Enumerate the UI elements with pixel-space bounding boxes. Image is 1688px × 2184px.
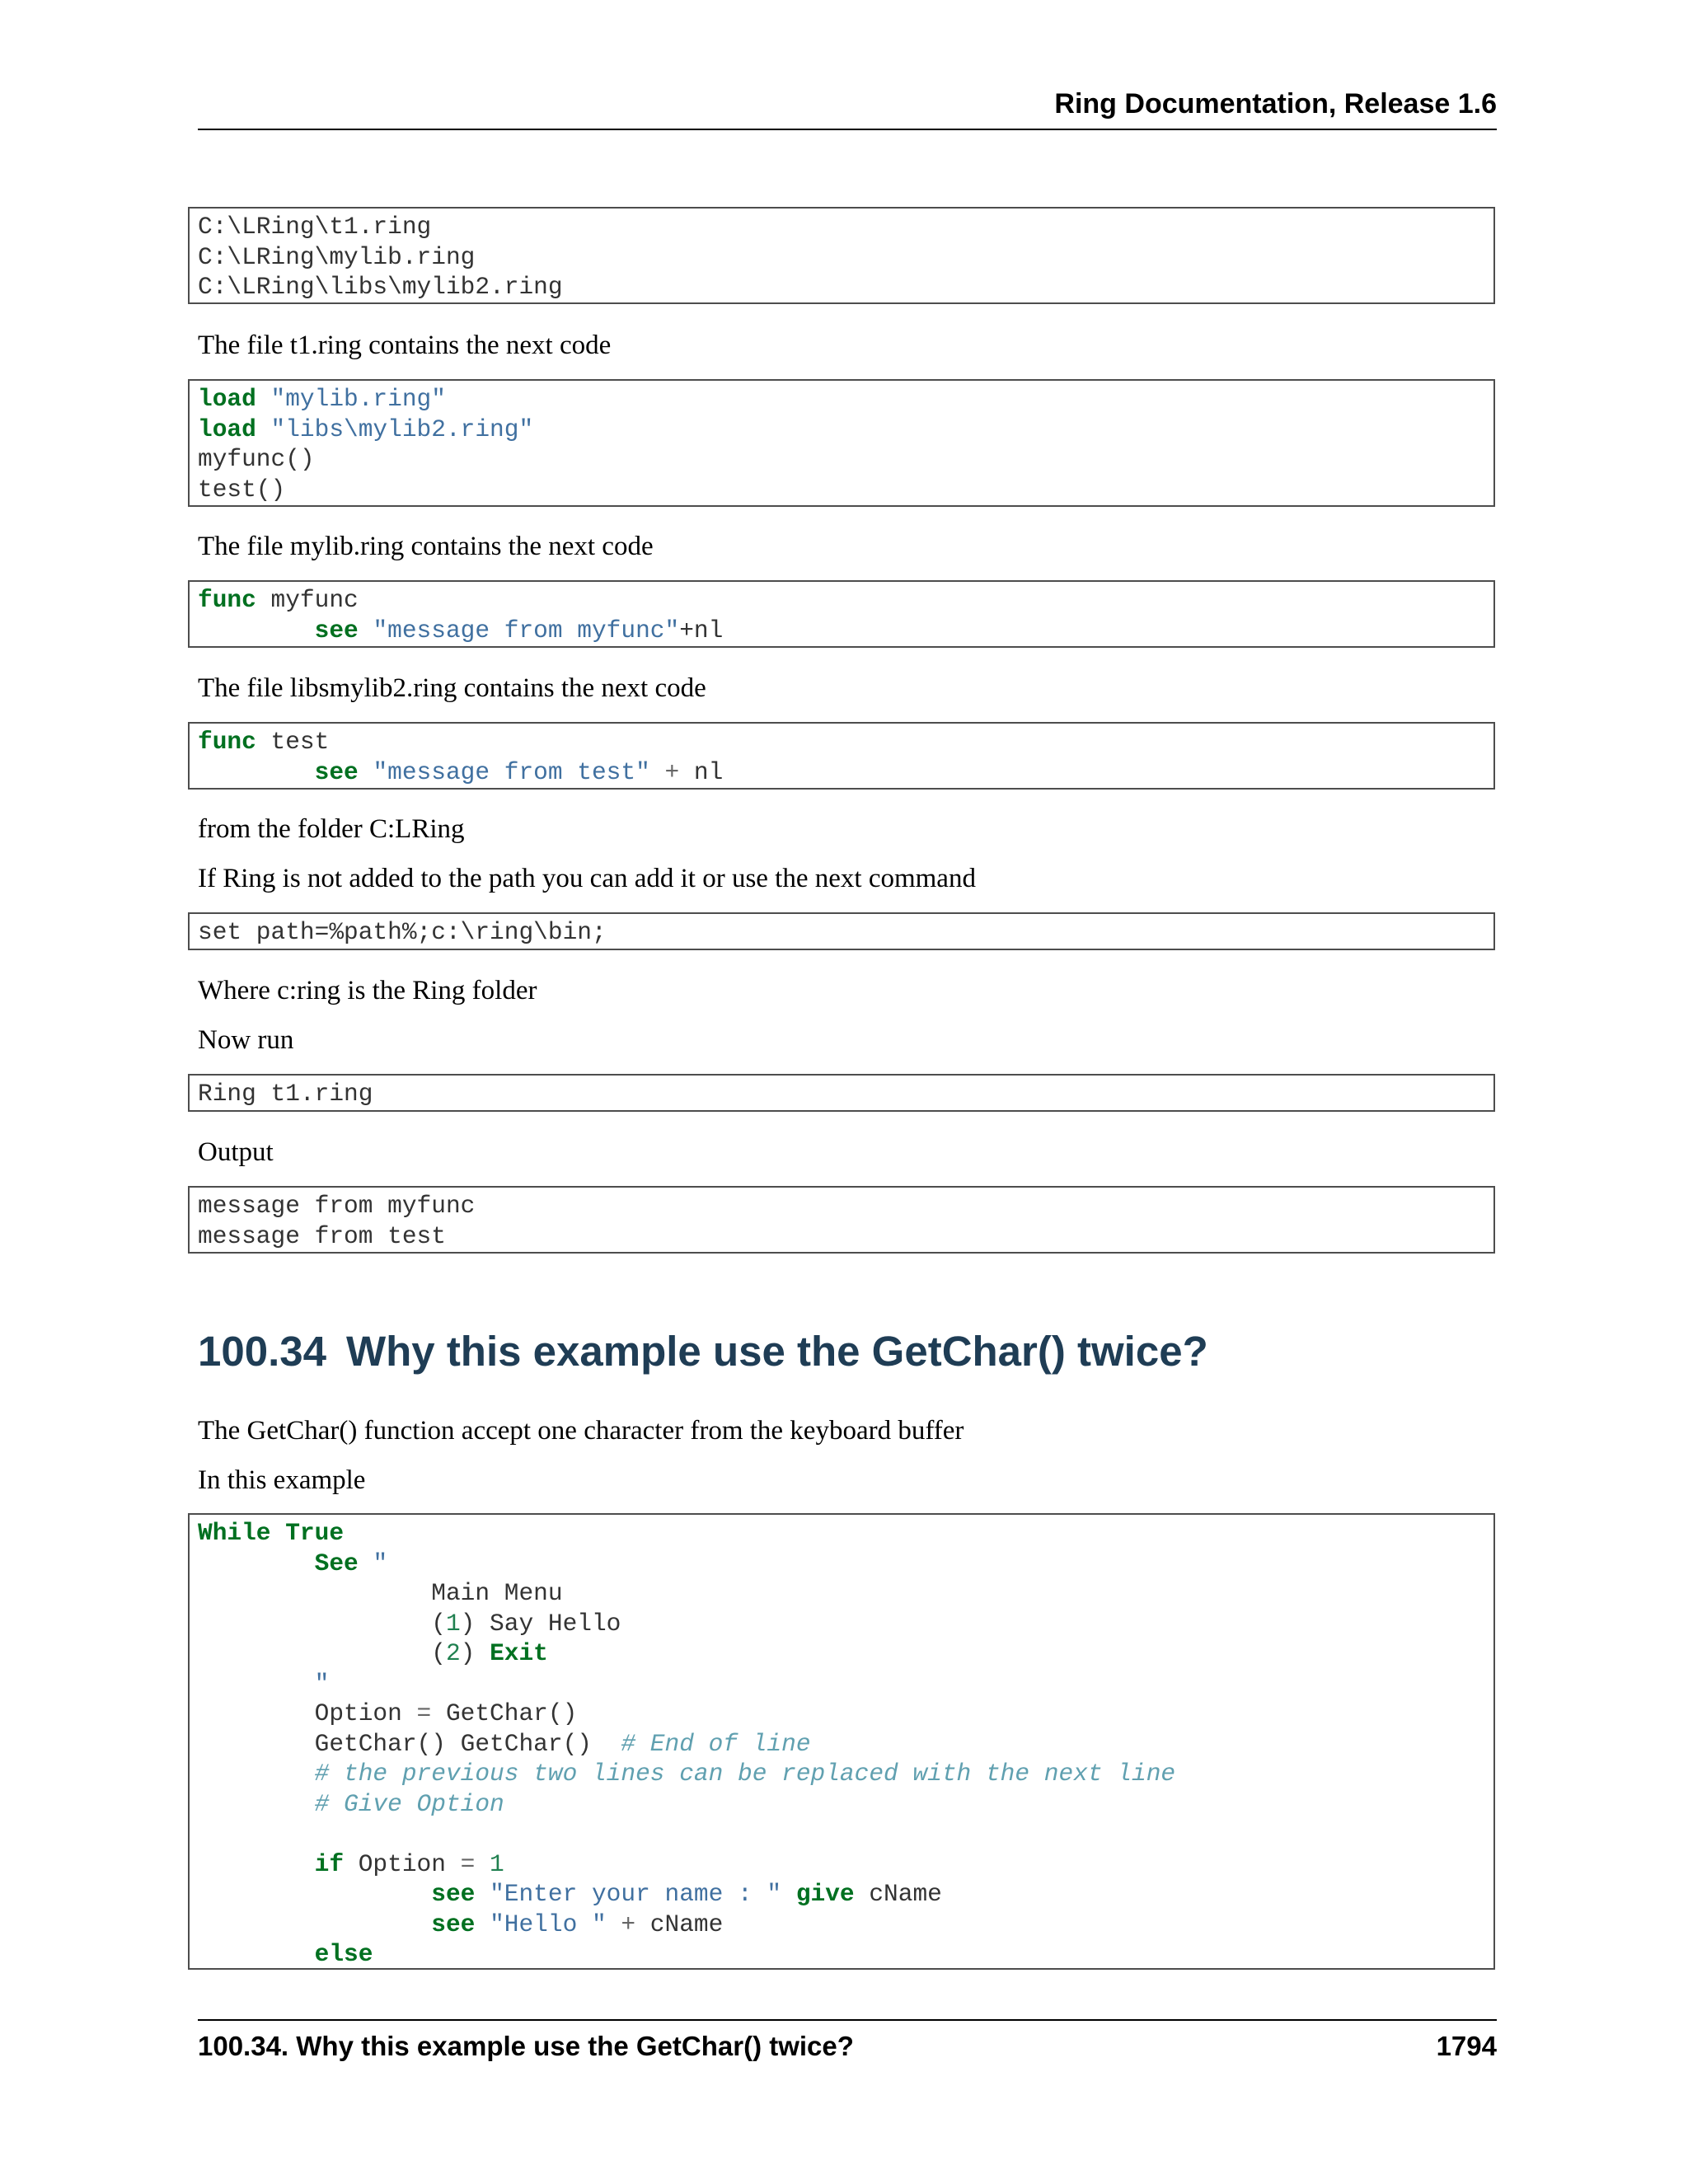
code-line bbox=[198, 1819, 1485, 1849]
code-line bbox=[198, 1849, 1485, 1880]
header-title: Ring Documentation, Release 1.6 bbox=[1054, 88, 1497, 120]
page-header bbox=[198, 88, 1497, 130]
code-block-output bbox=[188, 1186, 1495, 1254]
operator: + bbox=[621, 1910, 636, 1938]
code-line bbox=[198, 616, 1485, 646]
code-line bbox=[198, 1518, 1485, 1549]
paragraph: from the folder C:LRing bbox=[198, 814, 465, 844]
tail: +nl bbox=[679, 616, 724, 644]
code-line bbox=[198, 1549, 1485, 1579]
string: "Enter your name : " bbox=[490, 1880, 782, 1908]
page-number: 1794 bbox=[1436, 2031, 1497, 2061]
number: 1 bbox=[445, 1609, 461, 1638]
paragraph: The file libsmylib2.ring contains the next code bbox=[198, 673, 706, 703]
paragraph: The GetChar() function accept one character from the keyboard buffer bbox=[198, 1416, 964, 1446]
code-line: set path=%path%;c:\ring\bin; bbox=[198, 918, 607, 946]
code-line bbox=[198, 1910, 1485, 1940]
comment: # the previous two lines can be replaced with the next line bbox=[314, 1760, 1176, 1788]
string: " bbox=[373, 1549, 388, 1577]
paragraph: Output bbox=[198, 1137, 274, 1167]
code-line bbox=[198, 1609, 1485, 1639]
section-heading bbox=[198, 1327, 1208, 1376]
code-line: Ring t1.ring bbox=[198, 1080, 373, 1108]
keyword: While bbox=[198, 1519, 271, 1547]
paragraph: If Ring is not added to the path you can add it or use the next command bbox=[198, 864, 976, 893]
operator: + bbox=[664, 757, 680, 786]
footer-section: 100.34. Why this example use the GetChar() twice? bbox=[198, 2031, 854, 2061]
code-line bbox=[198, 757, 1485, 788]
operator: = bbox=[460, 1849, 476, 1878]
code-block-setpath bbox=[188, 912, 1495, 950]
keyword: if bbox=[314, 1849, 345, 1878]
keyword: see bbox=[431, 1880, 476, 1908]
keyword: func bbox=[198, 728, 256, 756]
code-line bbox=[198, 727, 1485, 757]
code-line bbox=[198, 1729, 1485, 1760]
code-line bbox=[198, 384, 1485, 415]
code-block-mylib2 bbox=[188, 722, 1495, 790]
section-title: Why this example use the GetChar() twice? bbox=[346, 1328, 1208, 1375]
code-block-paths bbox=[188, 207, 1495, 304]
code-line: message from test bbox=[198, 1221, 446, 1250]
identifier: GetChar() bbox=[431, 1699, 578, 1727]
keyword: see bbox=[431, 1910, 476, 1938]
keyword: give bbox=[795, 1880, 855, 1908]
keyword: func bbox=[198, 586, 256, 614]
string: "message from test" bbox=[373, 757, 650, 786]
code-block-example bbox=[188, 1513, 1495, 1970]
identifier: cName bbox=[635, 1910, 724, 1938]
keyword: see bbox=[314, 616, 359, 644]
paragraph: Now run bbox=[198, 1025, 294, 1055]
code-line bbox=[198, 1638, 1485, 1669]
code-line bbox=[198, 1879, 1485, 1910]
comment: # End of line bbox=[621, 1729, 811, 1758]
code-line bbox=[198, 1939, 1485, 1970]
code-line: myfunc() bbox=[198, 445, 315, 473]
code-line: message from myfunc bbox=[198, 1192, 476, 1220]
comment: # Give Option bbox=[314, 1789, 504, 1818]
tail: nl bbox=[679, 757, 724, 786]
paragraph: In this example bbox=[198, 1465, 366, 1495]
keyword: load bbox=[198, 385, 256, 413]
code-block-mylib bbox=[188, 580, 1495, 648]
code-line: C:\LRing\libs\mylib2.ring bbox=[198, 273, 563, 301]
page-footer bbox=[198, 2019, 1497, 2061]
string: " bbox=[314, 1669, 330, 1698]
number: 2 bbox=[445, 1639, 461, 1667]
identifier: Option bbox=[344, 1849, 461, 1878]
code-line bbox=[198, 1759, 1485, 1789]
code-line: C:\LRing\t1.ring bbox=[198, 213, 432, 241]
code-line bbox=[198, 1699, 1485, 1729]
paren: ( bbox=[431, 1609, 446, 1638]
operator: = bbox=[416, 1699, 432, 1727]
string: "message from myfunc" bbox=[373, 616, 680, 644]
code-line bbox=[198, 585, 1485, 616]
keyword: see bbox=[314, 757, 359, 786]
keyword: See bbox=[314, 1549, 359, 1577]
keyword: load bbox=[198, 415, 256, 443]
code-block-t1 bbox=[188, 379, 1495, 507]
func-name: test bbox=[256, 728, 330, 756]
code-line bbox=[198, 1669, 1485, 1699]
string: "Hello " bbox=[490, 1910, 607, 1938]
section-number: 100.34 bbox=[198, 1328, 326, 1375]
number: 1 bbox=[475, 1849, 504, 1878]
paren: ) bbox=[460, 1639, 476, 1667]
code-line bbox=[198, 1789, 1485, 1820]
identifier: GetChar() GetChar() bbox=[314, 1729, 621, 1758]
paren: ) bbox=[460, 1609, 476, 1638]
code-block-run bbox=[188, 1074, 1495, 1112]
func-name: myfunc bbox=[256, 586, 359, 614]
identifier: cName bbox=[854, 1880, 942, 1908]
paragraph: Where c:ring is the Ring folder bbox=[198, 976, 537, 1005]
menu-text: Main Menu bbox=[431, 1579, 563, 1607]
code-line bbox=[198, 415, 1485, 445]
code-line bbox=[198, 1578, 1485, 1609]
paragraph: The file t1.ring contains the next code bbox=[198, 330, 612, 360]
string: "mylib.ring" bbox=[270, 385, 446, 413]
keyword: True bbox=[285, 1519, 345, 1547]
code-line: test() bbox=[198, 475, 286, 504]
code-line: C:\LRing\mylib.ring bbox=[198, 242, 476, 271]
keyword: Exit bbox=[490, 1639, 548, 1667]
paren: ( bbox=[431, 1639, 446, 1667]
keyword: else bbox=[314, 1940, 373, 1968]
menu-text: Say Hello bbox=[475, 1609, 621, 1638]
identifier: Option bbox=[314, 1699, 417, 1727]
string: "libs\mylib2.ring" bbox=[270, 415, 534, 443]
paragraph: The file mylib.ring contains the next code bbox=[198, 532, 654, 561]
